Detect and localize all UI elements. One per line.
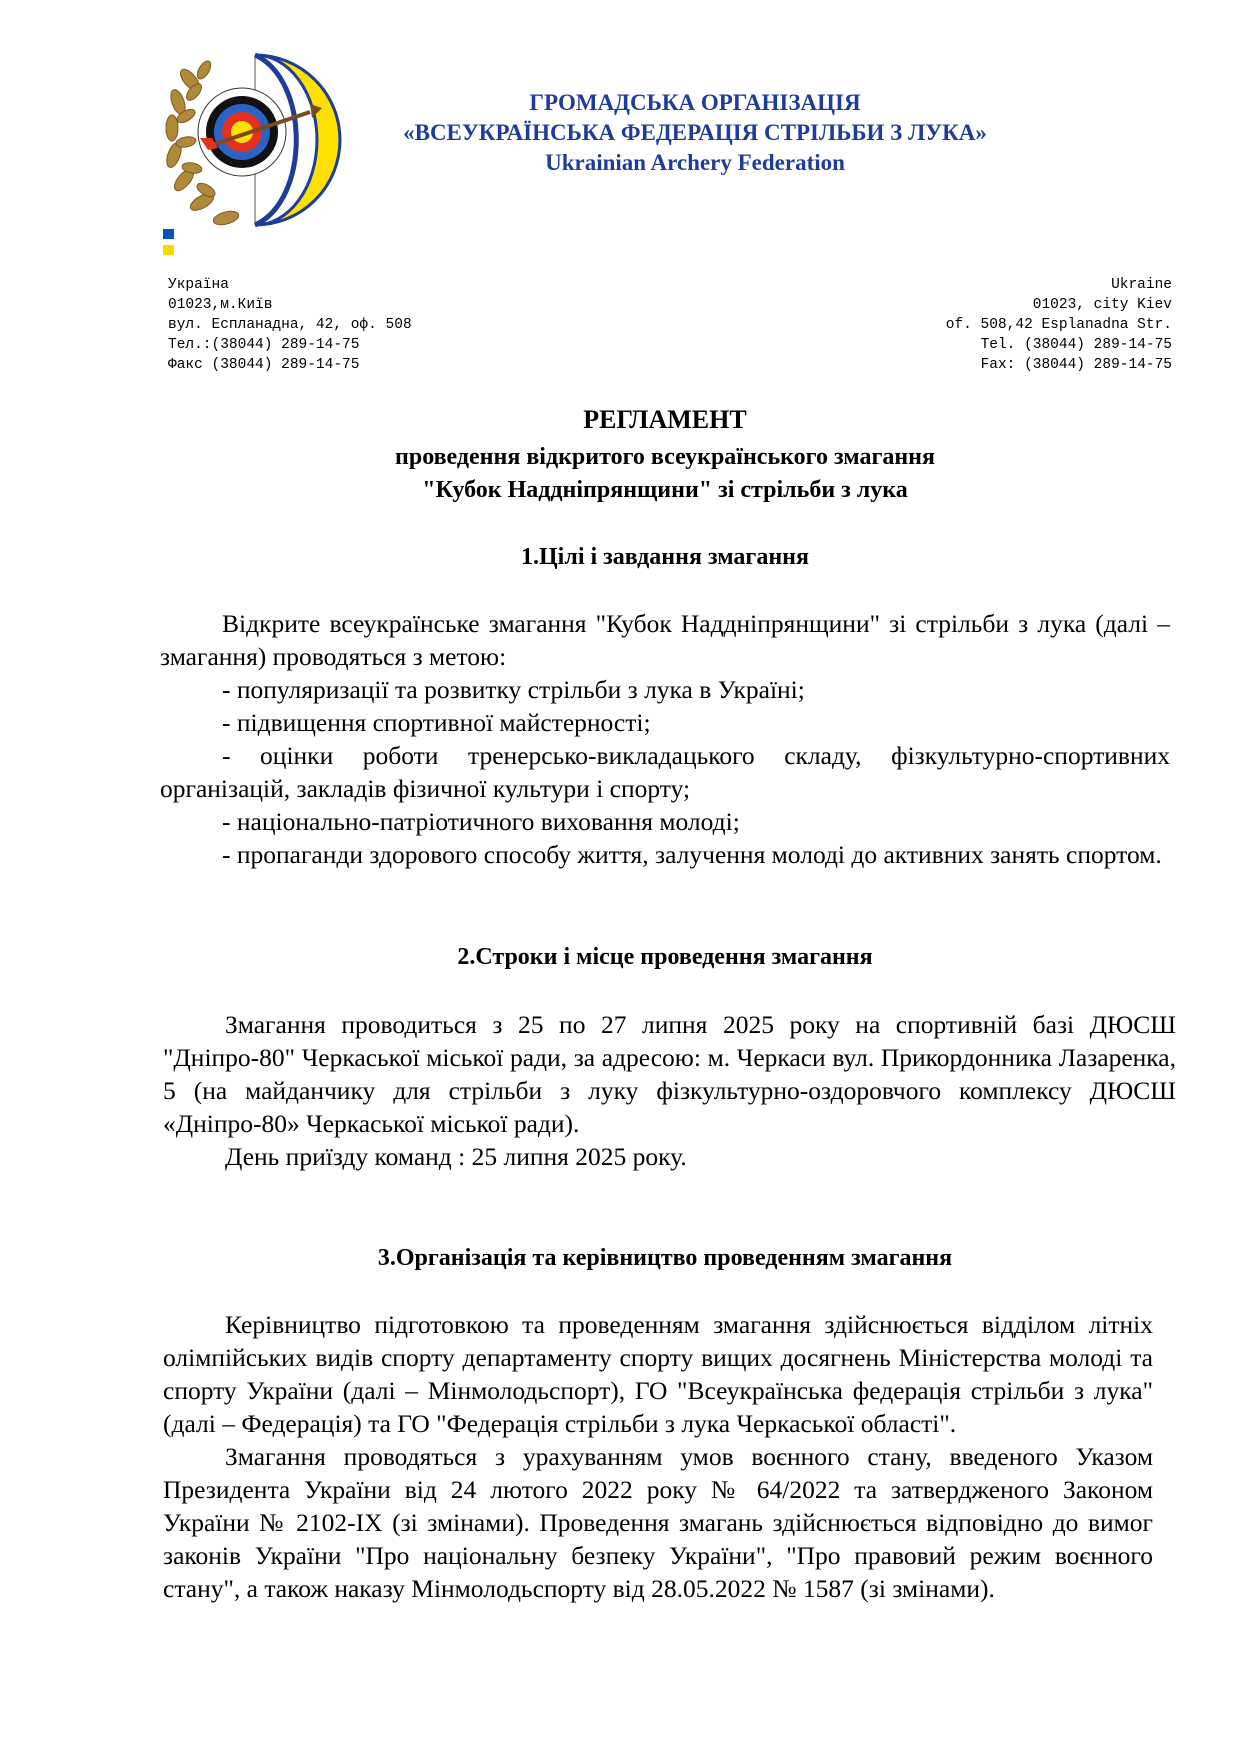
section-2-paragraph: Змагання проводиться з 25 по 27 липня 2025 року на спортивній базі ДЮСШ "Дніпро-80" Черкаської міської ради, за адресою: м. Черкаси вул. Прикордонника Лазаренка, 5 (на майданчику для стрільби з луку фізкультурно-оздоровчого комплексу ДЮСШ «Дніпро-80» Черкаської міської ради). — [163, 1010, 1176, 1138]
address-line: Tel. (38044) 289-14-75 — [980, 337, 1172, 353]
section-3-body — [163, 1308, 1153, 1605]
section-1-body — [160, 607, 1170, 871]
list-item: - підвищення спортивної майстерності; — [222, 708, 651, 737]
address-line: Ukraine — [1111, 277, 1172, 293]
address-line: Тел.:(38044) 289-14-75 — [168, 337, 360, 353]
section-2-arrival: День приїзду команд : 25 липня 2025 року. — [225, 1142, 687, 1171]
federation-logo — [160, 40, 350, 240]
org-name-english: Ukrainian Archery Federation — [545, 150, 845, 175]
section-3-paragraph: Змагання проводяться з урахуванням умов воєнного стану, введеного Указом Президента України від 24 лютого 2022 року № 64/2022 та затвердженого Законом України № 2102-IX (зі змінами). Проведення змагань здійснюється відповідно до вимог законів України "Про національну безпеку України", "Про правовий режим воєнного стану", а також наказу Мінмолодьспорту від 28.05.2022 № 1587 (зі змінами). — [163, 1442, 1153, 1603]
address-line: 01023, city Kiev — [1032, 297, 1172, 313]
address-ukrainian — [168, 275, 412, 375]
document-subtitle-line1: проведення відкритого всеукраїнського змагання — [395, 444, 935, 470]
list-item: - пропаганди здорового способу життя, залучення молоді до активних занять спортом. — [222, 840, 1162, 869]
document-title: РЕГЛАМЕНТ — [583, 405, 747, 434]
section-1-heading: 1.Цілі і завдання змагання — [521, 544, 809, 570]
address-english — [946, 275, 1172, 375]
section-3-heading: 3.Організація та керівництво проведенням змагання — [377, 1245, 953, 1271]
section-1-intro: Відкрите всеукраїнське змагання "Кубок Наддніпрянщини" зі стрільби з лука (далі – змагання) проводяться з метою: — [160, 609, 1170, 671]
organization-header — [330, 88, 1060, 178]
section-2-body — [163, 1008, 1176, 1173]
address-line: Факс (38044) 289-14-75 — [168, 357, 360, 373]
address-line: 01023,м.Київ — [168, 297, 273, 313]
address-line: of. 508,42 Esplanadna Str. — [945, 317, 1172, 333]
list-item: - оцінки роботи тренерсько-викладацького складу, фізкультурно-спортивних організацій, закладів фізичної культури і спорту; — [160, 741, 1170, 803]
address-line: Fax: (38044) 289-14-75 — [980, 357, 1172, 373]
list-item: - національно-патріотичного виховання молоді; — [222, 807, 740, 836]
org-name-line2: «ВСЕУКРАЇНСЬКА ФЕДЕРАЦІЯ СТРІЛЬБИ З ЛУКА» — [403, 120, 987, 145]
section-2-heading: 2.Строки і місце проведення змагання — [457, 944, 873, 970]
flag-yellow-square — [163, 245, 174, 255]
ukraine-flag-icon — [163, 229, 175, 261]
flag-blue-square — [163, 229, 174, 239]
list-item: - популяризації та розвитку стрільби з лука в Україні; — [222, 675, 805, 704]
target-icon — [198, 88, 286, 176]
org-name-line1: ГРОМАДСЬКА ОРГАНІЗАЦІЯ — [529, 90, 861, 115]
document-subtitle-line2: "Кубок Наддніпрянщини" зі стрільби з лука — [422, 477, 908, 503]
section-3-paragraph: Керівництво підготовкою та проведенням змагання здійснюється відділом літніх олімпійських видів спорту департаменту спорту вищих досягнень Міністерства молоді та спорту України (далі – Мінмолодьспорт), ГО "Всеукраїнська федерація стрільби з лука" (далі – Федерація) та ГО "Федерація стрільби з лука Черкаської області". — [163, 1310, 1153, 1438]
address-line: Україна — [168, 277, 229, 293]
address-line: вул. Еспланадна, 42, оф. 508 — [168, 317, 412, 333]
